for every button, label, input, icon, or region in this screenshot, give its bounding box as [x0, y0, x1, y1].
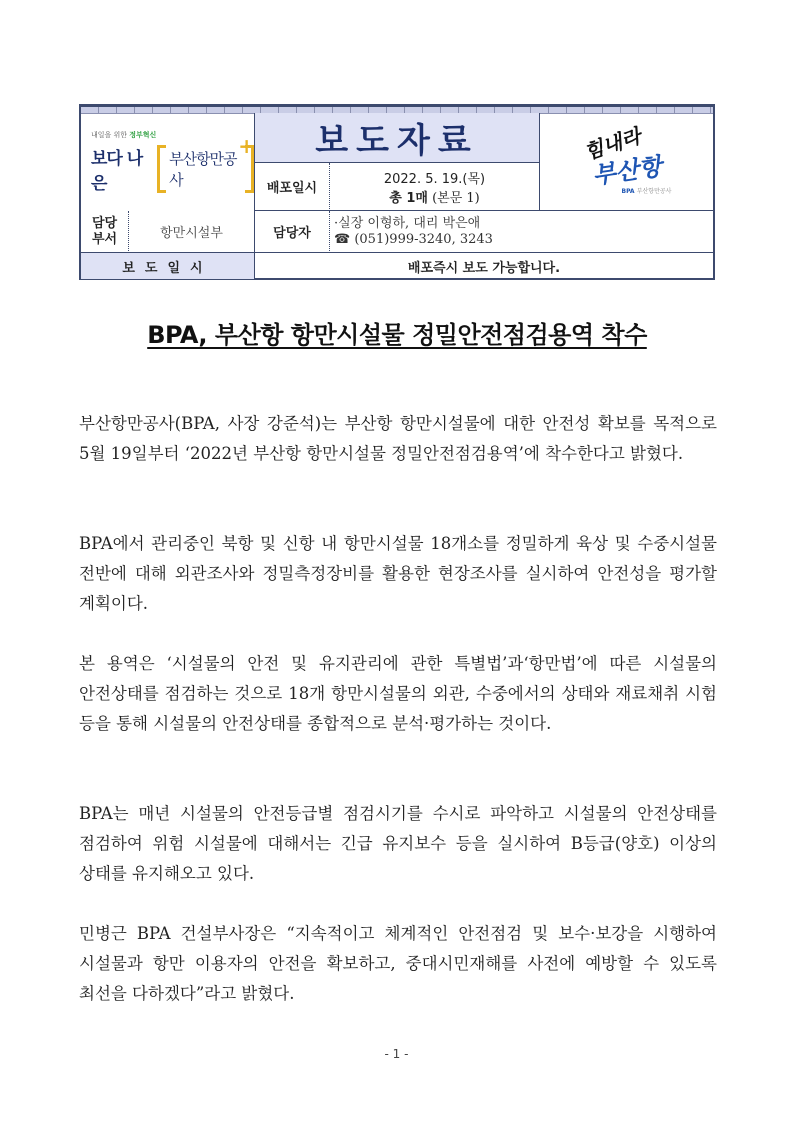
- page-number: - 1 -: [384, 1047, 409, 1061]
- slogan-line-2: 부산항: [590, 151, 664, 190]
- government-innovation-logo: [81, 113, 255, 211]
- body-paragraph-1: 부산항만공사(BPA, 사장 강준석)는 부산항 항만시설물에 대한 안전성 확보를 목적으로 5월 19일부터 ‘2022년 부산항 항만시설물 정밀안전점검용역’에 착수한다고 밝혔다.: [79, 413, 717, 463]
- logo-left-bracket-icon: [157, 145, 166, 193]
- department-label-cell: 담당 부서: [81, 211, 129, 253]
- contact-names: ·실장 이형하, 대리 박은애: [334, 215, 481, 231]
- body-paragraph-3: 본 용역은 ‘시설물의 안전 및 유지관리에 관한 특별법’과‘항만법’에 따른 시설물의 안전상태를 점검하는 것으로 18개 항만시설물의 외관, 수중에서의 상태와 재료채취 시험 등을 통해 시설물의 안전상태를 종합적으로 분석·평가하는 것이다.: [79, 653, 717, 733]
- contact-label-cell: 담당자: [255, 211, 330, 253]
- distribution-date-label-cell: 배포일시: [255, 163, 330, 211]
- document-title: 보도자료: [315, 121, 479, 161]
- logo-right-bracket-icon: [238, 134, 255, 193]
- release-time-value: 배포즉시 보도 가능합니다.: [407, 260, 561, 276]
- distribution-date: 2022. 5. 19.(목): [383, 171, 486, 187]
- bpa-slogan-logo: [540, 113, 713, 211]
- logo-big-text: 보다 나은: [91, 149, 143, 194]
- contact-phone: ☎ (051)999-3240, 3243: [334, 231, 493, 247]
- logo-tagline: 내일을 위한 정부혁신: [91, 131, 157, 139]
- department-value: 항만시설부: [129, 211, 255, 253]
- distribution-date-value-cell: [330, 163, 540, 211]
- release-time-label: 보도일시: [81, 253, 255, 279]
- body-paragraph-5: 민병근 BPA 건설부사장은 “지속적이고 체계적인 안전점검 및 보수·보강을 시행하여 시설물과 항만 이용자의 안전을 확보하고, 중대시민재해를 사전에 예방할 수 있도록 최선을 다하겠다”라고 밝혔다.: [79, 923, 717, 1003]
- contact-value-cell: [330, 211, 713, 253]
- logo-plus-icon: +: [238, 134, 255, 158]
- body-paragraph-2: BPA에서 관리중인 북항 및 신항 내 항만시설물 18개소를 정밀하게 육상 및 수중시설물 전반에 대해 외관조사와 정밀측정장비를 활용한 현장조사를 실시하여 안전성을 평가할 계획이다.: [79, 533, 717, 613]
- bpa-brand-mark: BPA 부산항만공사: [621, 188, 672, 195]
- press-release-header-table: [79, 104, 715, 280]
- page-count: 총 1매 (본문 1): [389, 190, 480, 206]
- headline: BPA, 부산항 항만시설물 정밀안전점검용역 착수: [147, 321, 647, 349]
- slogan-line-1: 힘내라: [580, 123, 644, 165]
- logo-org-name: 부산항만공사: [169, 150, 237, 189]
- phone-icon: ☎: [334, 231, 351, 247]
- body-paragraph-4: BPA는 매년 시설물의 안전등급별 점검시기를 수시로 파악하고 시설물의 안전상태를 점검하여 위험 시설물에 대해서는 긴급 유지보수 등을 실시하여 B등급(양호) 이상의 상태를 유지해오고 있다.: [79, 803, 717, 883]
- document-title-cell: [255, 113, 540, 163]
